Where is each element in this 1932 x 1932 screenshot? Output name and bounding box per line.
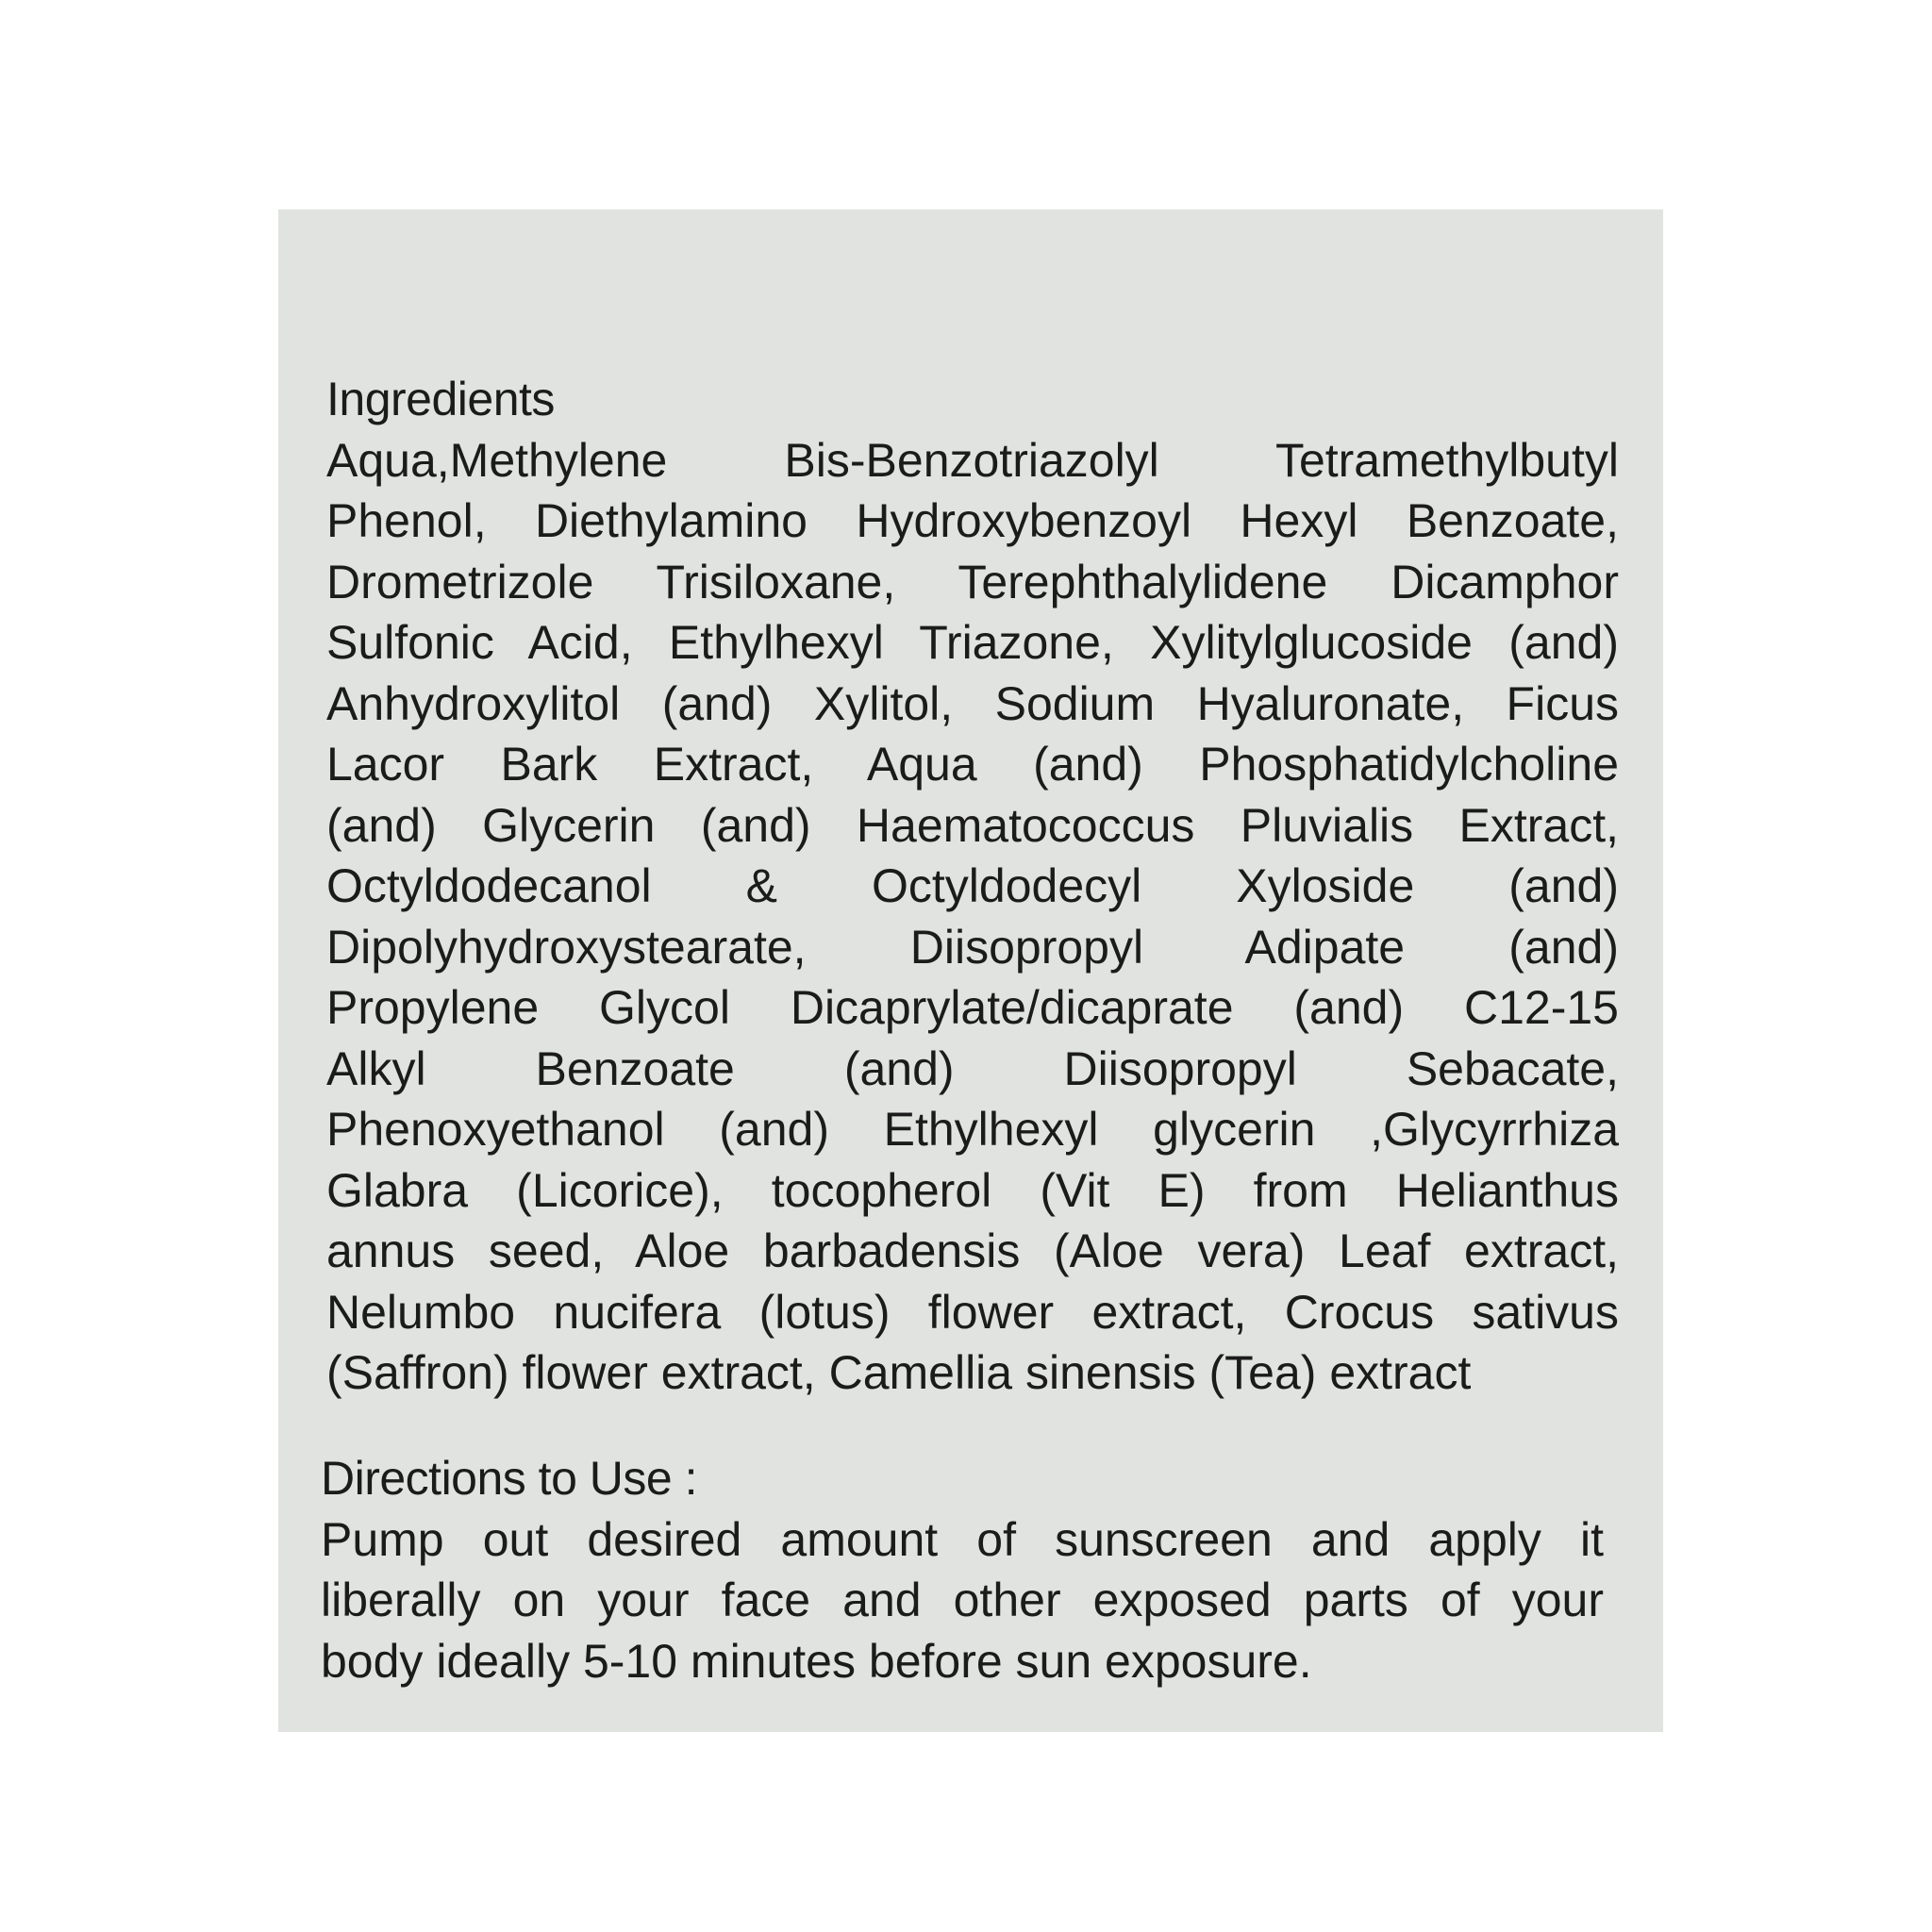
ingredients-line: (and) Glycerin (and) Haematococcus Pluvialis Extract, (326, 798, 1619, 852)
directions-line: body ideally 5-10 minutes before sun exposure. (321, 1634, 1312, 1688)
directions-section (321, 1448, 1604, 1691)
ingredients-heading: Ingredients (326, 373, 555, 425)
ingredients-line: Alkyl Benzoate (and) Diisopropyl Sebacate, (326, 1041, 1619, 1095)
directions-line: Pump out desired amount of sunscreen and apply it (321, 1512, 1604, 1566)
ingredients-line: Anhydroxylitol (and) Xylitol, Sodium Hyaluronate, Ficus (326, 676, 1619, 730)
ingredients-line: Drometrizole Trisiloxane, Terephthalylidene Dicamphor (326, 555, 1619, 608)
directions-line: liberally on your face and other exposed parts of your (321, 1574, 1604, 1626)
ingredients-line: Sulfonic Acid, Ethylhexyl Triazone, Xylitylglucoside (and) (326, 616, 1619, 669)
ingredients-line: Octyldodecanol & Octyldodecyl Xyloside (and) (326, 859, 1619, 912)
ingredients-line: Phenol, Diethylamino Hydroxybenzoyl Hexyl Benzoate, (326, 494, 1619, 547)
ingredients-line: Propylene Glycol Dicaprylate/dicaprate (and) C12-15 (326, 981, 1619, 1034)
ingredients-line: Aqua,Methylene Bis-Benzotriazolyl Tetramethylbutyl (326, 433, 1619, 487)
directions-heading: Directions to Use : (321, 1452, 697, 1505)
ingredients-line: Lacor Bark Extract, Aqua (and) Phosphatidylcholine (326, 738, 1619, 791)
ingredients-line: Dipolyhydroxystearate, Diisopropyl Adipate (and) (326, 920, 1619, 974)
ingredients-line: Phenoxyethanol (and) Ethylhexyl glycerin ,Glycyrrhiza (326, 1103, 1619, 1156)
ingredients-line: Glabra (Licorice), tocopherol (Vit E) from Helianthus (326, 1163, 1619, 1217)
ingredients-line: Nelumbo nucifera (lotus) flower extract, Crocus sativus (326, 1285, 1619, 1339)
ingredients-line: (Saffron) flower extract, Camellia sinensis (Tea) extract (326, 1346, 1472, 1399)
ingredients-section (326, 369, 1619, 1404)
label-panel (278, 209, 1663, 1732)
ingredients-line: annus seed, Aloe barbadensis (Aloe vera) Leaf extract, (326, 1224, 1619, 1277)
